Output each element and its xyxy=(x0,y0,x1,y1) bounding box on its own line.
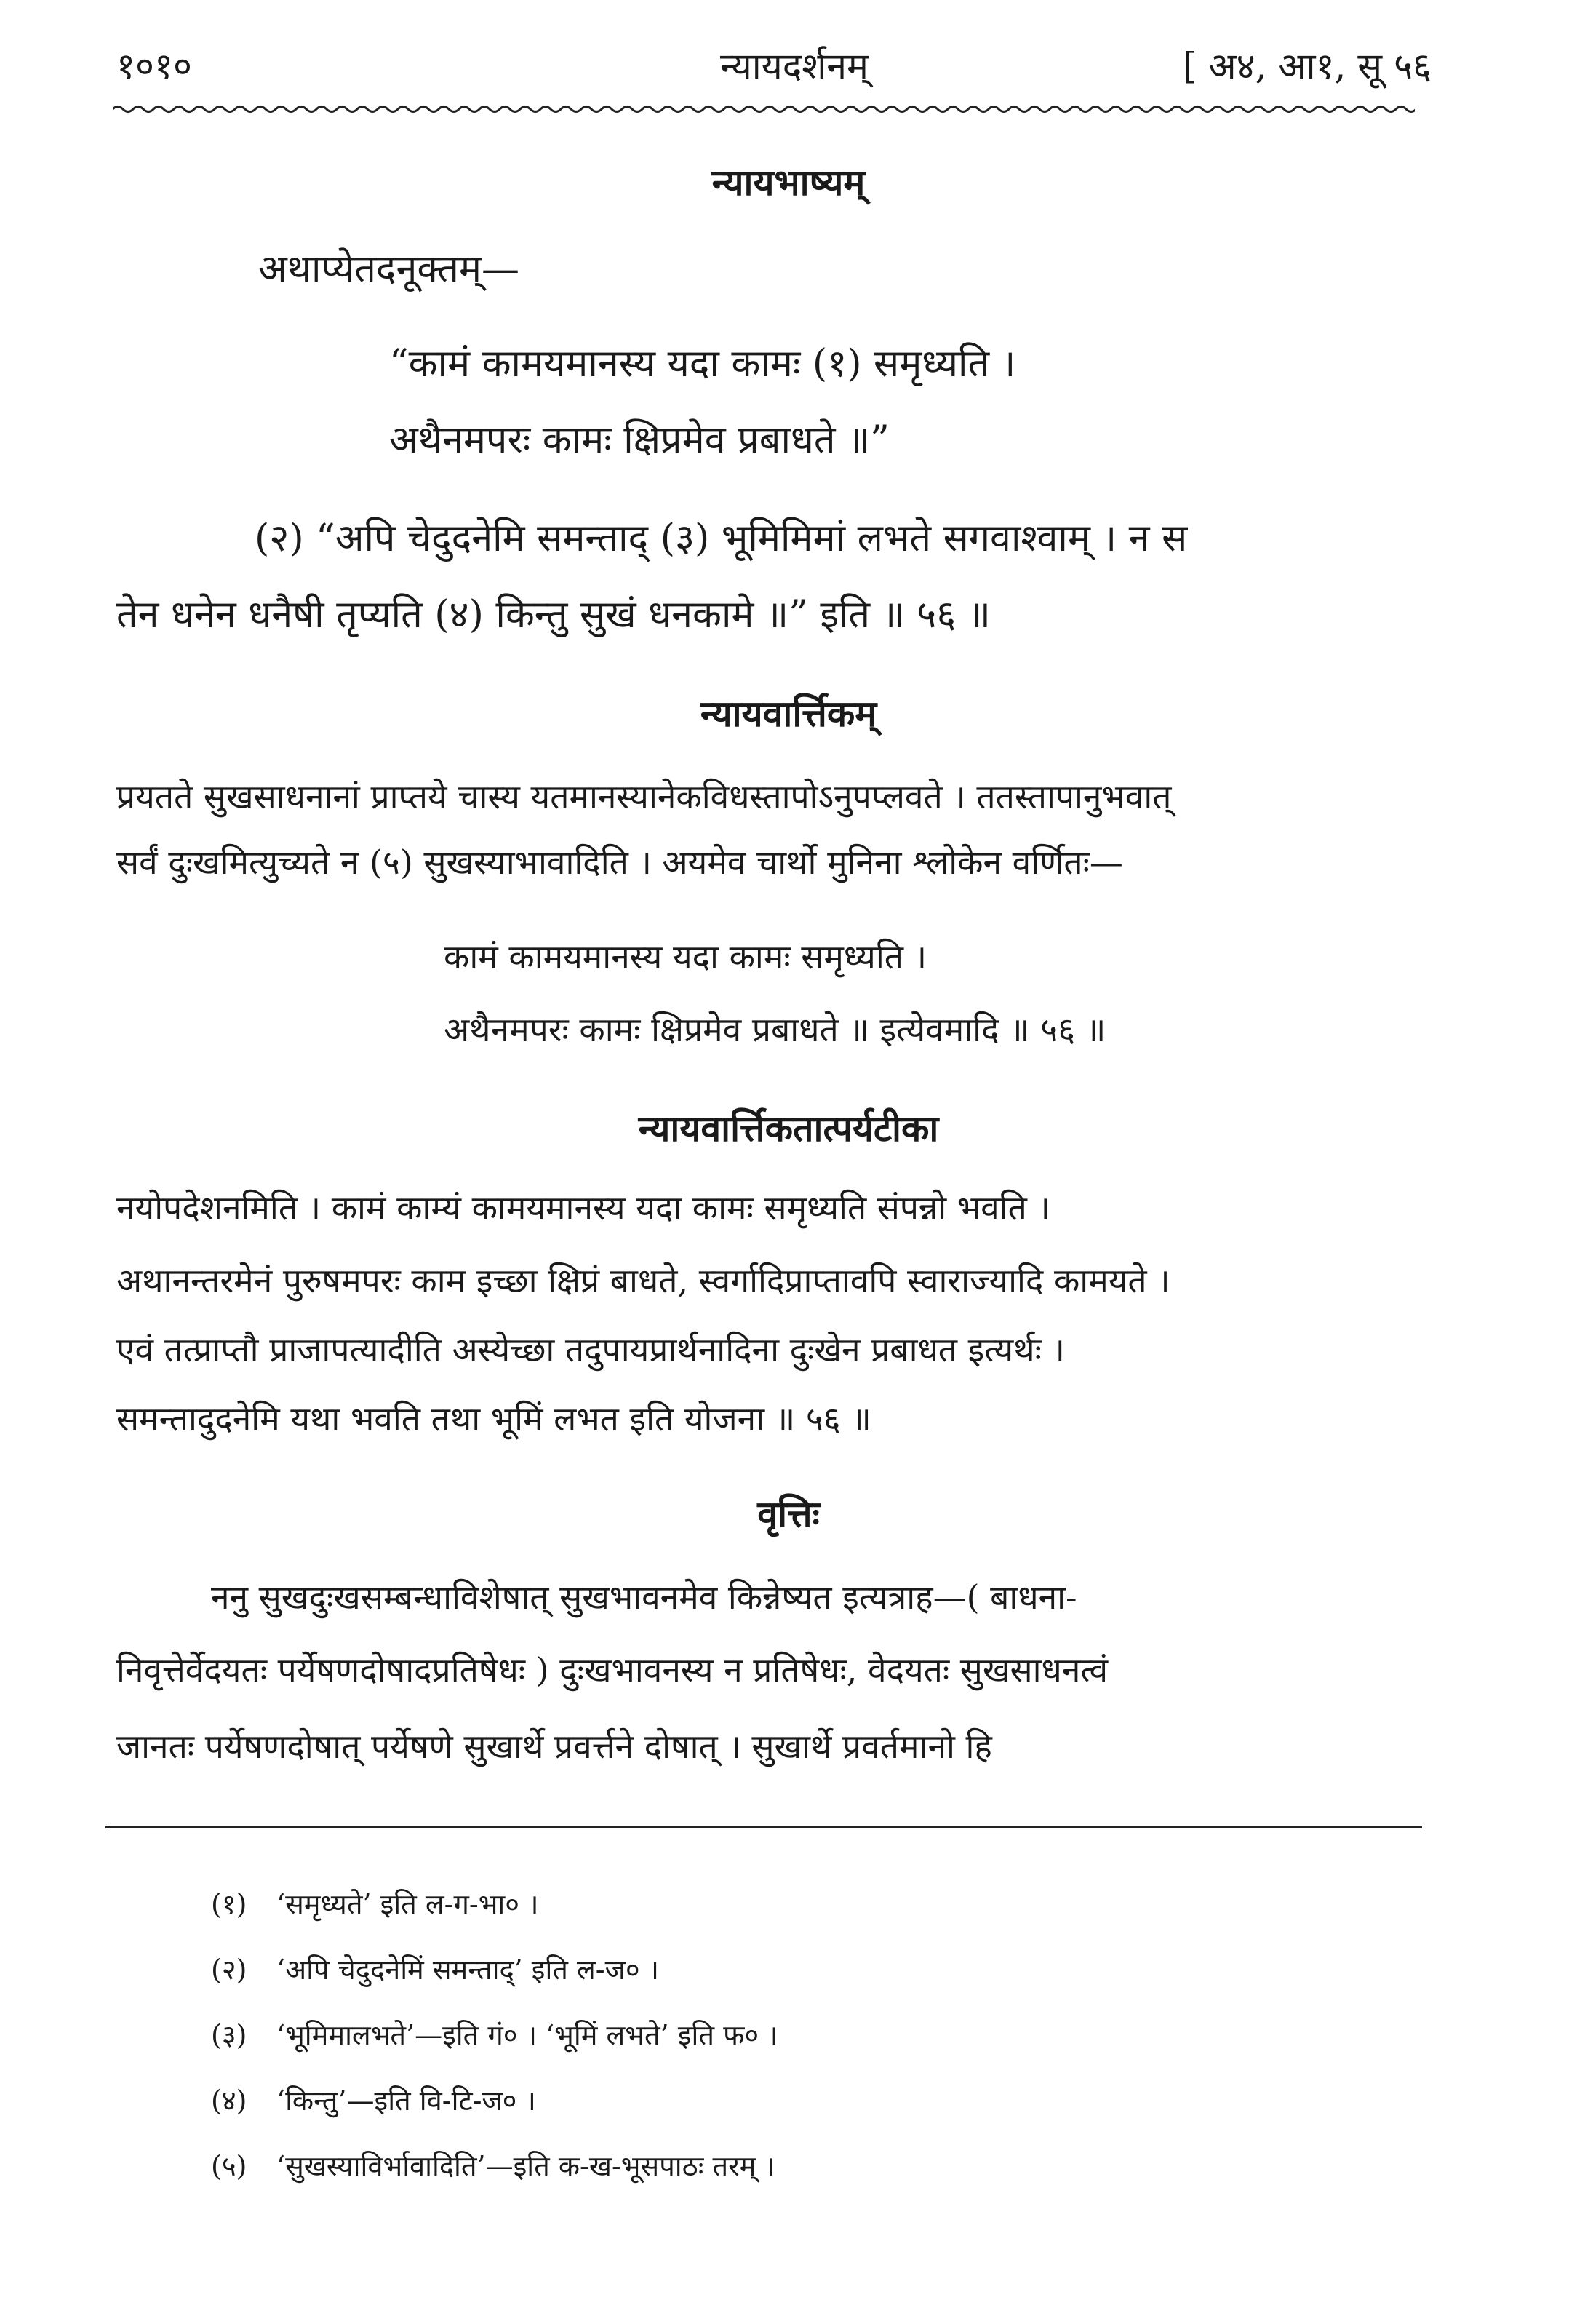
tika-line-2: अथानन्तरमेनं पुरुषमपरः काम इच्छा क्षिप्रं बाधते, स्वर्गादिप्राप्तावपि स्वाराज्यादि कामयते । xyxy=(116,1261,1170,1300)
footnote-number: (५) xyxy=(211,2150,247,2182)
varttika-verse-1: कामं कामयमानस्य यदा कामः समृध्यति । xyxy=(444,937,927,976)
section-reference: [ अ४, आ१, सू ५६ xyxy=(1183,45,1432,87)
footnote xyxy=(211,1950,659,1988)
footnote xyxy=(211,1885,539,1922)
wavy-header-rule xyxy=(113,102,1415,116)
footnote-text: ‘समृध्यते’ इति ल-ग-भा० । xyxy=(276,1888,539,1920)
footnote-text: ‘सुखस्याविर्भावादिति’—इति क-ख-भूसपाठः तरम् । xyxy=(276,2150,775,2182)
footnote-text: ‘भूमिमालभते’—इति गं० । ‘भूमिं लभते’ इति फ० । xyxy=(276,2019,778,2051)
bhashya-line-2: तेन धनेन धनैषी तृप्यति (४) किन्तु सुखं धनकामे ॥” इति ॥ ५६ ॥ xyxy=(116,593,991,637)
footnote-text: ‘किन्तु’—इति वि-टि-ज० । xyxy=(276,2085,536,2117)
footnote xyxy=(211,2015,778,2053)
vritti-heading: वृत्तिः xyxy=(757,1492,820,1535)
footnote-number: (४) xyxy=(211,2085,247,2117)
running-title: न्यायदर्शनम् xyxy=(720,45,869,87)
varttika-heading: न्यायवार्त्तिकम् xyxy=(700,692,877,735)
page-number: १०१० xyxy=(116,45,192,87)
footnote xyxy=(211,2146,775,2184)
tika-line-4: समन्तादुदनेमि यथा भवति तथा भूमिं लभत इति योजना ॥ ५६ ॥ xyxy=(116,1399,871,1438)
tika-heading: न्यायवार्त्तिकतात्पर्यटीका xyxy=(638,1107,939,1150)
bhashya-heading: न्यायभाष्यम् xyxy=(711,161,866,204)
footnote-number: (२) xyxy=(211,1954,247,1986)
footnote-text: ‘अपि चेदुदनेमिं समन्ताद्’ इति ल-ज० । xyxy=(276,1954,660,1986)
vritti-line-3: जानतः पर्येषणदोषात् पर्येषणे सुखार्थे प्रवर्त्तने दोषात् । सुखार्थे प्रवर्तमानो हि xyxy=(116,1727,992,1766)
footnote-number: (३) xyxy=(211,2019,247,2051)
varttika-line-1: प्रयतते सुखसाधनानां प्राप्तये चास्य यतमानस्यानेकविधस्तापोऽनुपप्लवते । ततस्तापानुभवात् xyxy=(116,777,1172,816)
vritti-line-1: ननु सुखदुःखसम्बन्धाविशेषात् सुखभावनमेव किन्नेष्यत इत्यत्राह—( बाधना- xyxy=(211,1577,1077,1617)
footnote-number: (१) xyxy=(211,1888,247,1920)
varttika-line-2: सर्वं दुःखमित्युच्यते न (५) सुखस्याभावादिति । अयमेव चार्थो मुनिना श्लोकेन वर्णितः— xyxy=(116,843,1123,882)
varttika-verse-2: अथैनमपरः कामः क्षिप्रमेव प्रबाधते ॥ इत्येवमादि ॥ ५६ ॥ xyxy=(444,1010,1106,1049)
vritti-line-2: निवृत्तेर्वेदयतः पर्येषणदोषादप्रतिषेधः ) दुःखभावनस्य न प्रतिषेधः, वेदयतः सुखसाधनत्वं xyxy=(116,1650,1109,1690)
tika-line-3: एवं तत्प्राप्तौ प्राजापत्यादीति अस्येच्छा तदुपायप्रार्थनादिना दुःखेन प्रबाधत इत्यर्थः । xyxy=(116,1330,1065,1369)
running-header xyxy=(116,40,1432,98)
tika-line-1: नयोपदेशनमिति । कामं काम्यं कामयमानस्य यदा कामः समृध्यति संपन्नो भवति । xyxy=(116,1188,1050,1227)
footnote-rule xyxy=(105,1826,1422,1828)
bhashya-verse-2: अथैनमपरः कामः क्षिप्रमेव प्रबाधते ॥” xyxy=(389,418,890,462)
bhashya-line-1: (२) “अपि चेदुदनेमि समन्ताद् (३) भूमिमिमां लभते सगवाश्वाम् । न स xyxy=(255,517,1188,560)
footnote xyxy=(211,2081,536,2119)
bhashya-intro: अथाप्येतदनूक्तम्— xyxy=(258,247,519,291)
bhashya-verse-1: “कामं कामयमानस्य यदा कामः (१) समृध्यति । xyxy=(389,342,1016,386)
